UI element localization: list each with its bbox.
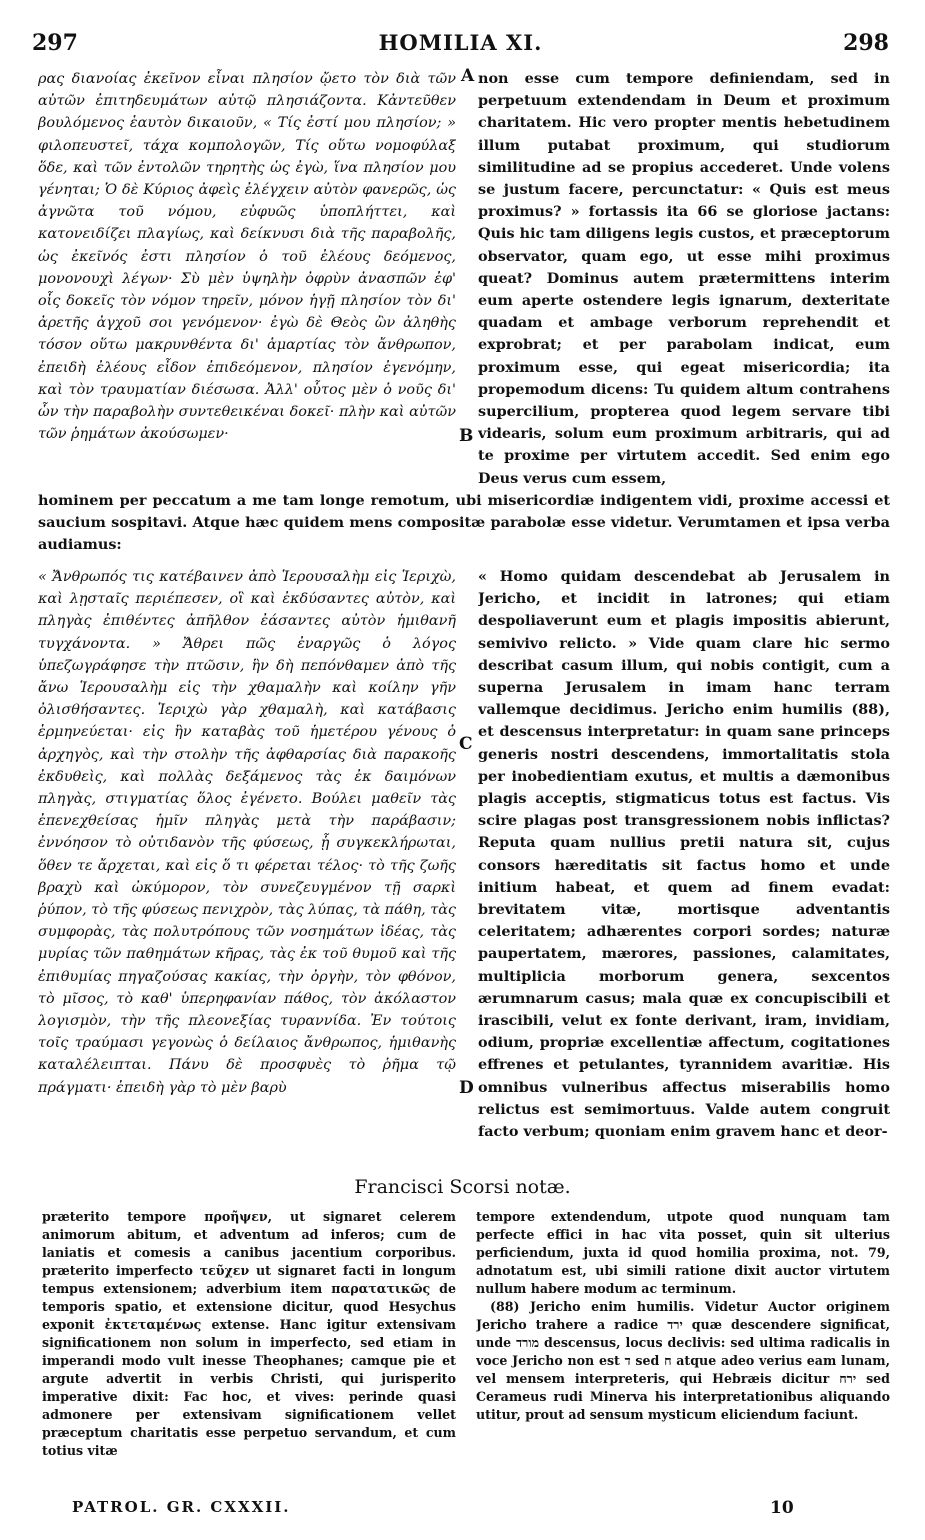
- greek-column-1: [38, 68, 456, 490]
- notes-right-column: [476, 1208, 890, 1490]
- notes-right-text-2: (88) Jericho enim humilis. Videtur Auctor originem Jericho trahere a radice ירד quæ descendere significat, unde מורד descensus, locus declivis: sed ultima radicalis in voce Jericho non est ד sed ח atque adeo verius eam lunam, vel mensem interpreteris, qui Hebræis dicitur ירח sed Cerameus rudi Minerva his interpretationibus aliquando utitur, prout ad sensum mysticum eliciendum faciunt.: [476, 1299, 890, 1422]
- section-marker-a: A: [461, 66, 475, 86]
- latin-text-2: « Homo quidam descendebat ab Jerusalem in Jericho, et incidit in latrones; qui etiam despoliaverunt eum et plagis impositis abierunt, semivivo relicto. » Vide quam clare hic sermo describat casum illum, qui nobis contigit, cum a superna Jerusalem in imam hanc terram vallemque decidimus. Jericho enim humilis (88), et descensus interpretatur: in quam sane princeps generis nostri descendens, immortalitatis stola per inobedientiam exutus, et multis a dæmonibus plagis acceptis, stigmaticus totus est factus. Vis scire plagas post transgressionem nobis inflictas? Reputa quam nullius pretii natura sit, cujus consors hæreditatis sit factus homo et unde initium habeat, et quem ad finem evadat: brevitatem vitæ, mortisque adventantis celeritatem; adhærentes corpori sordes; naturæ paupertatem, mærores, passiones, calamitates, multiplicia morborum genera, sexcentos ærumnarum casus; mala quæ ex concupiscibili et irascibili, velut ex fonte derivant, iram, invidiam, odium, propriæ excellentiæ affectum, cogitationes effrenes et petulantes, tyrannidem avaritiæ. His omnibus vulneribus affectus miserabilis homo relictus est semimortuus. Valde autem congruit facto verbum; quoniam enim gravem hanc et deor-: [478, 568, 890, 1141]
- page-header: [32, 30, 889, 60]
- footer-signature: 10: [770, 1498, 794, 1518]
- greek-text-1: ρας διανοίας ἐκεῖνον εἶναι πλησίον ᾤετο τὸν διὰ τῶν αὐτῶν ἐπιτηδευμάτων αὐτῷ πλησιάζοντα. Κἀντεῦθεν βουλόμενος ἑαυτὸν δικαιοῦν, « Τίς ἐστί μου πλησίον; » φιλοπευστεῖ, τάχα κομπολογῶν, Τίς οὕτω νομοφύλαξ ὅδε, καὶ τῶν ἐντολῶν τηρητὴς ὡς ἐγὼ, ἵνα πλησίον μου γένηται; Ὁ δὲ Κύριος ἀφεὶς ἐλέγχειν αὐτὸν φανερῶς, ὡς ἀγνῶτα τοῦ νόμου, εὐφυῶς ὑποπλήττει, καὶ κατονειδίζει πλαγίως, καὶ δείκνυσι διὰ τῆς παραβολῆς, ὡς ἐκεῖνός ἐστι πλησίον ὁ τοῦ ἐλέους δεόμενος, μονονουχὶ λέγων· Σὺ μὲν ὑψηλὴν ὀφρὺν ἀνασπῶν ἐφ' οἷς δοκεῖς τὸν νόμον τηρεῖν, μόνον ἡγῇ πλησίον τὸν δι' ἀρετῆς ἀγχοῦ σοι γενόμενον· ἐγὼ δὲ Θεὸς ὢν ἀληθὴς τόσον οὕτω μακρυνθέντα δι' ἁμαρτίας τὸν ἄνθρωπον, ἐπειδὴ ἐλέους εἶδον ἐπιδεόμενον, πλησίον ἐγενόμην, καὶ τὸν τραυματίαν διέσωσα. Ἀλλ' οὗτος μὲν ὁ νοῦς δι' ὧν τὴν παραβολὴν συντεθεικέναι δοκεῖ· πλὴν καὶ αὐτῶν τῶν ῥημάτων ἀκούσωμεν·: [38, 71, 456, 443]
- latin-column-1: [478, 68, 890, 490]
- notes-title: Francisci Scorsi notæ.: [354, 1176, 571, 1198]
- latin-column-2: [478, 566, 890, 1164]
- footer-volume: PATROL. GR. CXXXII.: [72, 1498, 291, 1516]
- notes-right-text-1: tempore extendendum, utpote quod nunquam tam perfecte effici in hac vita posset, quin sit ulterius perficiendum, juxta id quod homilia proxima, not. 79, adnotatum est, ubi simili ratione dixit auctor virtutem nullum habere modum ac terminum.: [476, 1209, 890, 1296]
- left-page-number: 297: [32, 30, 78, 56]
- running-title: HOMILIA XI.: [378, 30, 543, 55]
- section-marker-b: B: [459, 426, 474, 446]
- section-marker-d: D: [459, 1078, 474, 1098]
- greek-column-2: [38, 566, 456, 1164]
- notes-left-column: [42, 1208, 456, 1490]
- section-marker-c: C: [459, 734, 473, 754]
- notes-left-text: præterito tempore προῆψεν, ut signaret celerem animorum abitum, et adventum ad inferos; cum de laniatis et comesis a canibus jacentium corporibus. præterito imperfecto τεῦχεν ut signaret facti in longum tempus extensionem; adverbium item παρατατικῶς de temporis spatio, et extensione dicitur, quod Hesychus exponit ἐκτεταμένως extense. Hanc igitur extensivam significationem non solum in imperfecto, sed etiam in imperandi modo vult inesse Theophanes; camque pie et argute advertit in verbis Christi, qui jurisperito imperative dixit: Fac hoc, et vives: perinde quasi admonere per extensivam significationem vellet præceptum charitatis esse perpetuo servandum, et cum totius vitæ: [42, 1209, 456, 1458]
- latin-text-1: non esse cum tempore definiendam, sed in perpetuum extendendam in Deum et proximum charitatem. Hic vero propter mentis hebetudinem illum putabat proximum, qui studiorum similitudine ad se propius accederet. Unde volens se justum facere, percunctatur: « Quis est meus proximus? » fortassis ita 66 se gloriose jactans: Quis hic tam diligens legis custos, et præceptorum observator, quam ego, ut esse mihi proximus queat? Dominus autem prætermittens interim eum aperte ostendere legis ignarum, dexteritate quadam et ambage verborum reprehendit et exprobrat; et per parabolam indicat, eum proximum esse, qui egeat misericordia; ita propemodum dicens: Tu quidem altum contrahens supercilium, propterea quod legem servare tibi videaris, solum eum proximum arbitraris, qui ad te proxime per virtutem accedit. Sed enim ego Deus verus cum essem,: [478, 70, 890, 487]
- right-page-number: 298: [843, 30, 889, 56]
- margin-number-66: 66: [697, 203, 718, 221]
- greek-text-2: « Ἄνθρωπός τις κατέβαινεν ἀπὸ Ἱερουσαλὴμ εἰς Ἱεριχὼ, καὶ λῃσταῖς περιέπεσεν, οἳ καὶ ἐκδύσαντες αὐτὸν, καὶ πληγὰς ἐπιθέντες ἀπῆλθον ἐάσαντες αὐτὸν ἡμιθανῆ τυγχάνοντα. » Ἄθρει πῶς ἐναργῶς ὁ λόγος ὑπεζωγράφησε τὴν πτῶσιν, ἣν δὴ πεπόνθαμεν ἀπὸ τῆς ἄνω Ἱερουσαλὴμ εἰς τὴν χθαμαλὴν καὶ κοίλην γῆν ὀλισθήσαντες. Ἱεριχὼ γὰρ χθαμαλὴ, καὶ κατάβασις ἑρμηνεύεται· εἰς ἣν καταβὰς τοῦ ἡμετέρου γένους ὁ ἀρχηγὸς, καὶ τὴν στολὴν τῆς ἀφθαρσίας διὰ παρακοῆς ἐκδυθεὶς, καὶ πολλὰς δεξάμενος τὰς ἐκ δαιμόνων πληγὰς, στιγματίας ὅλος ἐγένετο. Βούλει μαθεῖν τὰς ἐπενεχθείσας ἡμῖν πληγὰς μετὰ τὴν παράβασιν; ἐννόησον τὸ οὐτιδανὸν τῆς φύσεως, ᾗ συγκεκλήρωται, ὅθεν τε ἄρχεται, καὶ εἰς ὅ τι φέρεται τέλος· τὸ τῆς ζωῆς βραχὺ καὶ ὠκύμορον, τὸν συνεζευγμένον τῇ σαρκὶ ῥύπον, τὸ τῆς φύσεως πενιχρὸν, τὰς λύπας, τὰ πάθη, τὰς συμφορὰς, τὰς πολυτρόπους τῶν νοσημάτων ἰδέας, τὰς μυρίας τῶν παθημάτων κῆρας, τὰς ἐκ τοῦ θυμοῦ καὶ τῆς ἐπιθυμίας πηγαζούσας κακίας, τὴν ὀργὴν, τὸν φθόνον, τὸ μῖσος, τὸ καθ' ὑπερηφανίαν πάθος, τὸν ἀκόλαστον λογισμὸν, τὴν τῆς πλεονεξίας τυραννίδα. Ἐν τούτοις τοῖς τραύμασι γεγονὼς ὁ δείλαιος ἄνθρωπος, ἡμιθανὴς καταλέλειπται. Πάνυ δὲ προσφυὲς τὸ ῥῆμα τῷ πράγματι· ἐπειδὴ γὰρ τὸ μὲν βαρὺ: [38, 569, 456, 1096]
- latin-fullwidth-text: hominem per peccatum a me tam longe remotum, ubi misericordiæ indigentem vidi, proxime accessi et saucium sospitavi. Atque hæc quidem mens compositæ parabolæ esse videtur. Verumtamen et ipsa verba audiamus:: [38, 492, 890, 554]
